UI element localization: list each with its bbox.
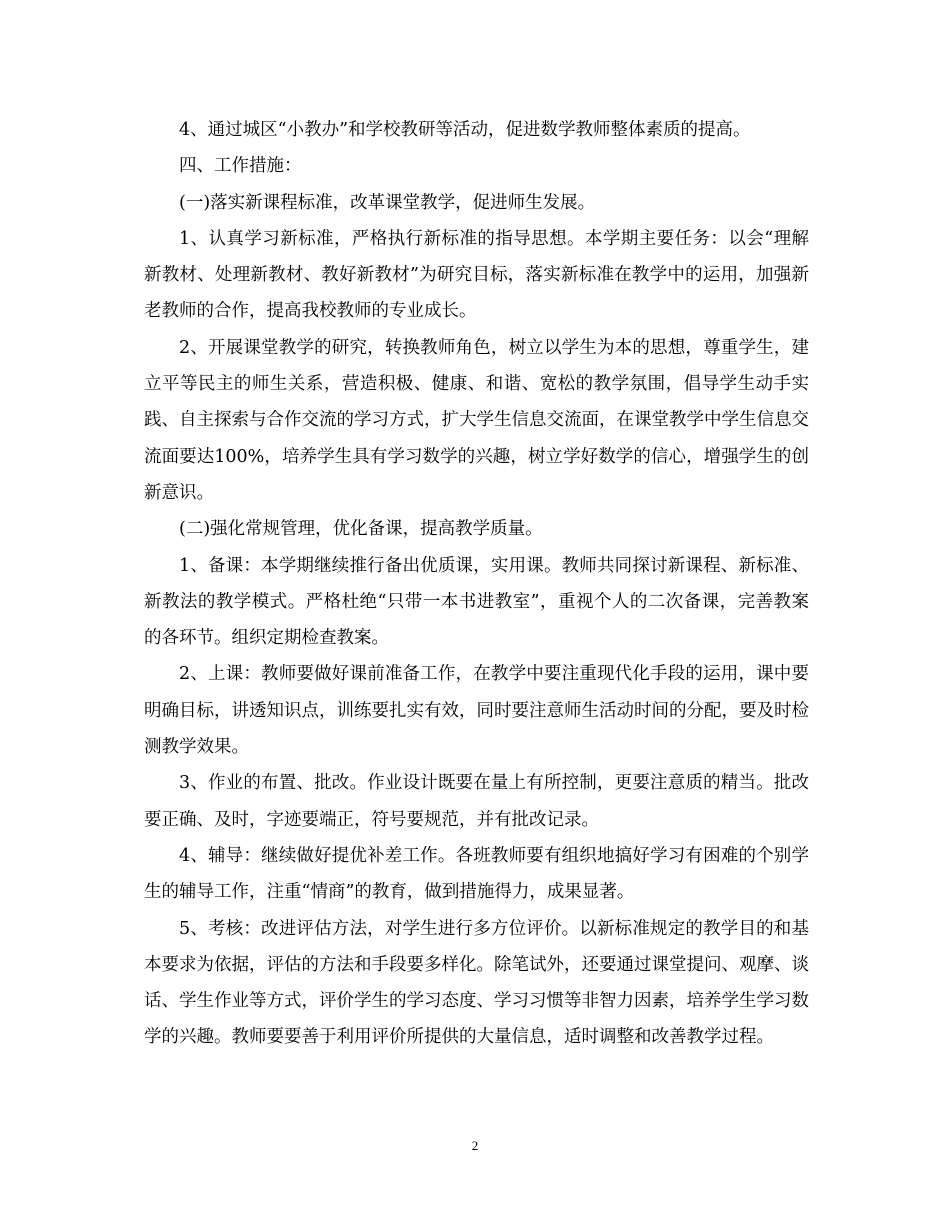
document-body bbox=[144, 112, 809, 1056]
paragraph-item-4-activities: 4、通过城区“小教办”和学校教研等活动，促进数学教师整体素质的提高。 bbox=[179, 120, 751, 140]
paragraph-tutoring: 4、辅导：继续做好提优补差工作。各班教师要有组织地搞好学习有困难的个别学生的辅导工作，注重“情商”的教育，做到措施得力，成果显著。 bbox=[144, 845, 809, 903]
paragraph-assessment: 5、考核：改进评估方法，对学生进行多方位评价。以新标准规定的教学目的和基本要求为依据，评估的方法和手段要多样化。除笔试外，还要通过课堂提问、观摩、谈话、学生作业等方式，评价学生的学习态度、学习习惯等非智力因素，培养学生学习数学的兴趣。教师要要善于利用评价所提供的大量信息，适时调整和改善教学过程。 bbox=[144, 918, 809, 1048]
subsection-heading-2: (二)强化常规管理，优化备课，提高教学质量。 bbox=[179, 519, 543, 540]
subsection-heading-1: (一)落实新课程标准，改革课堂教学，促进师生发展。 bbox=[179, 192, 596, 213]
paragraph-teaching: 2、上课：教师要做好课前准备工作，在教学中要注重现代化手段的运用，课中要明确目标，讲透知识点，训练要扎实有效，同时要注意师生活动时间的分配，要及时检测教学效果。 bbox=[144, 664, 809, 758]
paragraph-homework: 3、作业的布置、批改。作业设计既要在量上有所控制，更要注意质的精当。批改要正确、及时，字迹要端正，符号要规范，并有批改记录。 bbox=[144, 773, 809, 830]
paragraph-lesson-prep: 1、备课：本学期继续推行备出优质课，实用课。教师共同探讨新课程、新标准、新教法的教学模式。严格杜绝“只带一本书进教室”，重视个人的二次备课，完善教案的各环节。组织定期检查教案。 bbox=[144, 555, 809, 649]
page-number: 2 bbox=[471, 1138, 479, 1153]
section-heading-measures: 四、工作措施： bbox=[179, 156, 302, 177]
paragraph-classroom-research: 2、开展课堂教学的研究，转换教师角色，树立以学生为本的思想，尊重学生，建立平等民主的师生关系，营造积极、健康、和谐、宽松的教学氛围，倡导学生动手实践、自主探索与合作交流的学习方式，扩大学生信息交流面，在课堂教学中学生信息交流面要达100%，培养学生具有学习数学的兴趣，树立学好数学的信心，增强学生的创新意识。 bbox=[144, 337, 809, 503]
paragraph-study-standards: 1、认真学习新标准，严格执行新标准的指导思想。本学期主要任务：以会“理解新教材、处理新教材、教好新教材”为研究目标，落实新标准在教学中的运用，加强新老教师的合作，提高我校教师的专业成长。 bbox=[144, 228, 809, 322]
